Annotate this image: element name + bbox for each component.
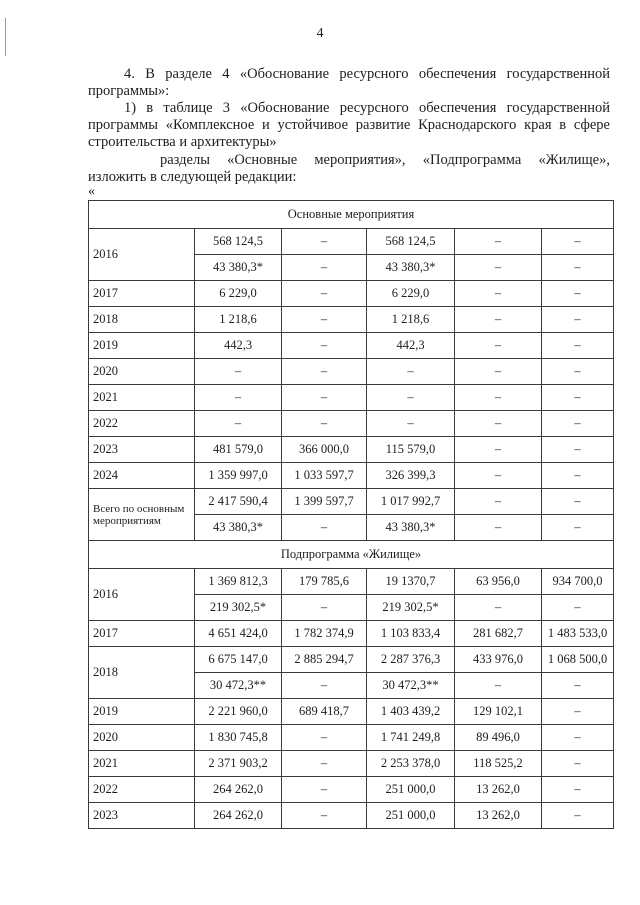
year-cell: 2017 [89, 621, 195, 647]
value-cell: – [542, 333, 614, 359]
value-cell: 43 380,3* [195, 255, 282, 281]
value-cell: 2 221 960,0 [195, 699, 282, 725]
value-cell: – [542, 751, 614, 777]
value-cell: – [282, 803, 367, 829]
table-row [89, 307, 614, 333]
table-row [89, 281, 614, 307]
value-cell: – [542, 699, 614, 725]
table-row [89, 437, 614, 463]
year-cell: 2020 [89, 359, 195, 385]
table-row [89, 699, 614, 725]
value-cell: 6 229,0 [367, 281, 455, 307]
value-cell: – [542, 673, 614, 699]
value-cell: – [455, 255, 542, 281]
total-label-cell: Всего по основным мероприятиям [89, 489, 195, 541]
value-cell: – [282, 411, 367, 437]
value-cell: 2 287 376,3 [367, 647, 455, 673]
year-cell: 2021 [89, 751, 195, 777]
value-cell: 251 000,0 [367, 803, 455, 829]
value-cell: 1 399 597,7 [282, 489, 367, 515]
table-row [89, 489, 614, 515]
paragraph-table-3: 1) в таблице 3 «Обоснование ресурсного обеспечения государственной программы «Комплексное и устойчивое развитие Краснодарского края в сфере строительства и архитектуры» [88, 100, 610, 150]
table-row [89, 333, 614, 359]
value-cell: 1 017 992,7 [367, 489, 455, 515]
year-cell: 2020 [89, 725, 195, 751]
value-cell: – [282, 385, 367, 411]
value-cell: 1 103 833,4 [367, 621, 455, 647]
value-cell: – [455, 489, 542, 515]
table-row [89, 751, 614, 777]
value-cell: – [455, 281, 542, 307]
table-row [89, 385, 614, 411]
value-cell: 251 000,0 [367, 777, 455, 803]
value-cell: – [367, 411, 455, 437]
table-row [89, 725, 614, 751]
value-cell: 568 124,5 [367, 229, 455, 255]
section-title: Основные мероприятия [89, 201, 614, 229]
value-cell: 13 262,0 [455, 777, 542, 803]
value-cell: – [542, 437, 614, 463]
year-cell: 2019 [89, 699, 195, 725]
value-cell: – [542, 281, 614, 307]
value-cell: – [542, 777, 614, 803]
value-cell: 1 741 249,8 [367, 725, 455, 751]
value-cell: 13 262,0 [455, 803, 542, 829]
value-cell: – [542, 463, 614, 489]
year-cell: 2018 [89, 647, 195, 699]
value-cell: 118 525,2 [455, 751, 542, 777]
value-cell: – [282, 515, 367, 541]
value-cell: – [282, 359, 367, 385]
value-cell: 89 496,0 [455, 725, 542, 751]
table-row [89, 411, 614, 437]
value-cell: 442,3 [367, 333, 455, 359]
value-cell: 1 359 997,0 [195, 463, 282, 489]
table-row [89, 463, 614, 489]
value-cell: – [455, 385, 542, 411]
value-cell: 30 472,3** [195, 673, 282, 699]
value-cell: 43 380,3* [367, 515, 455, 541]
value-cell: 442,3 [195, 333, 282, 359]
value-cell: 689 418,7 [282, 699, 367, 725]
value-cell: – [455, 333, 542, 359]
value-cell: – [542, 489, 614, 515]
value-cell: – [367, 385, 455, 411]
year-cell: 2024 [89, 463, 195, 489]
year-cell: 2021 [89, 385, 195, 411]
value-cell: 30 472,3** [367, 673, 455, 699]
table-row [89, 803, 614, 829]
value-cell: 2 371 903,2 [195, 751, 282, 777]
value-cell: 2 253 378,0 [367, 751, 455, 777]
value-cell: – [282, 255, 367, 281]
value-cell: – [455, 595, 542, 621]
value-cell: – [455, 411, 542, 437]
value-cell: 481 579,0 [195, 437, 282, 463]
table-row [89, 359, 614, 385]
value-cell: 264 262,0 [195, 777, 282, 803]
table-row [89, 229, 614, 255]
value-cell: 1 830 745,8 [195, 725, 282, 751]
section-header-housing [89, 541, 614, 569]
value-cell: – [455, 673, 542, 699]
value-cell: – [282, 777, 367, 803]
value-cell: – [455, 307, 542, 333]
value-cell: 934 700,0 [542, 569, 614, 595]
value-cell: – [195, 385, 282, 411]
value-cell: – [542, 229, 614, 255]
value-cell: 281 682,7 [455, 621, 542, 647]
value-cell: – [542, 411, 614, 437]
value-cell: – [282, 751, 367, 777]
value-cell: – [282, 725, 367, 751]
section-title: Подпрограмма «Жилище» [89, 541, 614, 569]
value-cell: – [542, 595, 614, 621]
value-cell: – [282, 673, 367, 699]
year-cell: 2023 [89, 803, 195, 829]
value-cell: 43 380,3* [367, 255, 455, 281]
value-cell: – [195, 411, 282, 437]
value-cell: 1 218,6 [367, 307, 455, 333]
value-cell: – [195, 359, 282, 385]
value-cell: 326 399,3 [367, 463, 455, 489]
value-cell: – [455, 463, 542, 489]
value-cell: 1 068 500,0 [542, 647, 614, 673]
value-cell: 179 785,6 [282, 569, 367, 595]
value-cell: 1 033 597,7 [282, 463, 367, 489]
value-cell: – [542, 725, 614, 751]
value-cell: – [542, 307, 614, 333]
value-cell: – [455, 359, 542, 385]
value-cell: – [542, 515, 614, 541]
resource-table [88, 200, 614, 829]
paragraph-section-4: 4. В разделе 4 «Обоснование ресурсного обеспечения государственной программы»: [88, 66, 610, 99]
value-cell: 43 380,3* [195, 515, 282, 541]
value-cell: – [542, 803, 614, 829]
year-cell: 2018 [89, 307, 195, 333]
year-cell: 2017 [89, 281, 195, 307]
value-cell: – [455, 437, 542, 463]
value-cell: – [455, 515, 542, 541]
table-row [89, 569, 614, 595]
year-cell: 2016 [89, 569, 195, 621]
year-cell: 2019 [89, 333, 195, 359]
table-row [89, 777, 614, 803]
value-cell: 19 1370,7 [367, 569, 455, 595]
value-cell: 366 000,0 [282, 437, 367, 463]
value-cell: 1 218,6 [195, 307, 282, 333]
value-cell: – [367, 359, 455, 385]
value-cell: 433 976,0 [455, 647, 542, 673]
value-cell: 2 885 294,7 [282, 647, 367, 673]
value-cell: – [455, 229, 542, 255]
value-cell: 129 102,1 [455, 699, 542, 725]
value-cell: – [282, 307, 367, 333]
value-cell: 63 956,0 [455, 569, 542, 595]
value-cell: – [282, 229, 367, 255]
value-cell: 568 124,5 [195, 229, 282, 255]
open-quote: « [88, 184, 95, 199]
value-cell: 6 229,0 [195, 281, 282, 307]
table-row [89, 647, 614, 673]
value-cell: 115 579,0 [367, 437, 455, 463]
value-cell: 1 483 533,0 [542, 621, 614, 647]
value-cell: 2 417 590,4 [195, 489, 282, 515]
value-cell: 1 782 374,9 [282, 621, 367, 647]
table-row [89, 621, 614, 647]
value-cell: 1 369 812,3 [195, 569, 282, 595]
page-number: 4 [316, 26, 324, 41]
value-cell: 6 675 147,0 [195, 647, 282, 673]
value-cell: 264 262,0 [195, 803, 282, 829]
year-cell: 2022 [89, 411, 195, 437]
paragraph-sections: разделы «Основные мероприятия», «Подпрограмма «Жилище», изложить в следующей редакции: [88, 152, 610, 185]
value-cell: – [542, 359, 614, 385]
value-cell: – [282, 595, 367, 621]
value-cell: – [282, 281, 367, 307]
year-cell: 2022 [89, 777, 195, 803]
value-cell: – [282, 333, 367, 359]
value-cell: 4 651 424,0 [195, 621, 282, 647]
value-cell: 1 403 439,2 [367, 699, 455, 725]
value-cell: 219 302,5* [195, 595, 282, 621]
year-cell: 2016 [89, 229, 195, 281]
value-cell: – [542, 385, 614, 411]
value-cell: – [542, 255, 614, 281]
value-cell: 219 302,5* [367, 595, 455, 621]
section-header-main [89, 201, 614, 229]
year-cell: 2023 [89, 437, 195, 463]
